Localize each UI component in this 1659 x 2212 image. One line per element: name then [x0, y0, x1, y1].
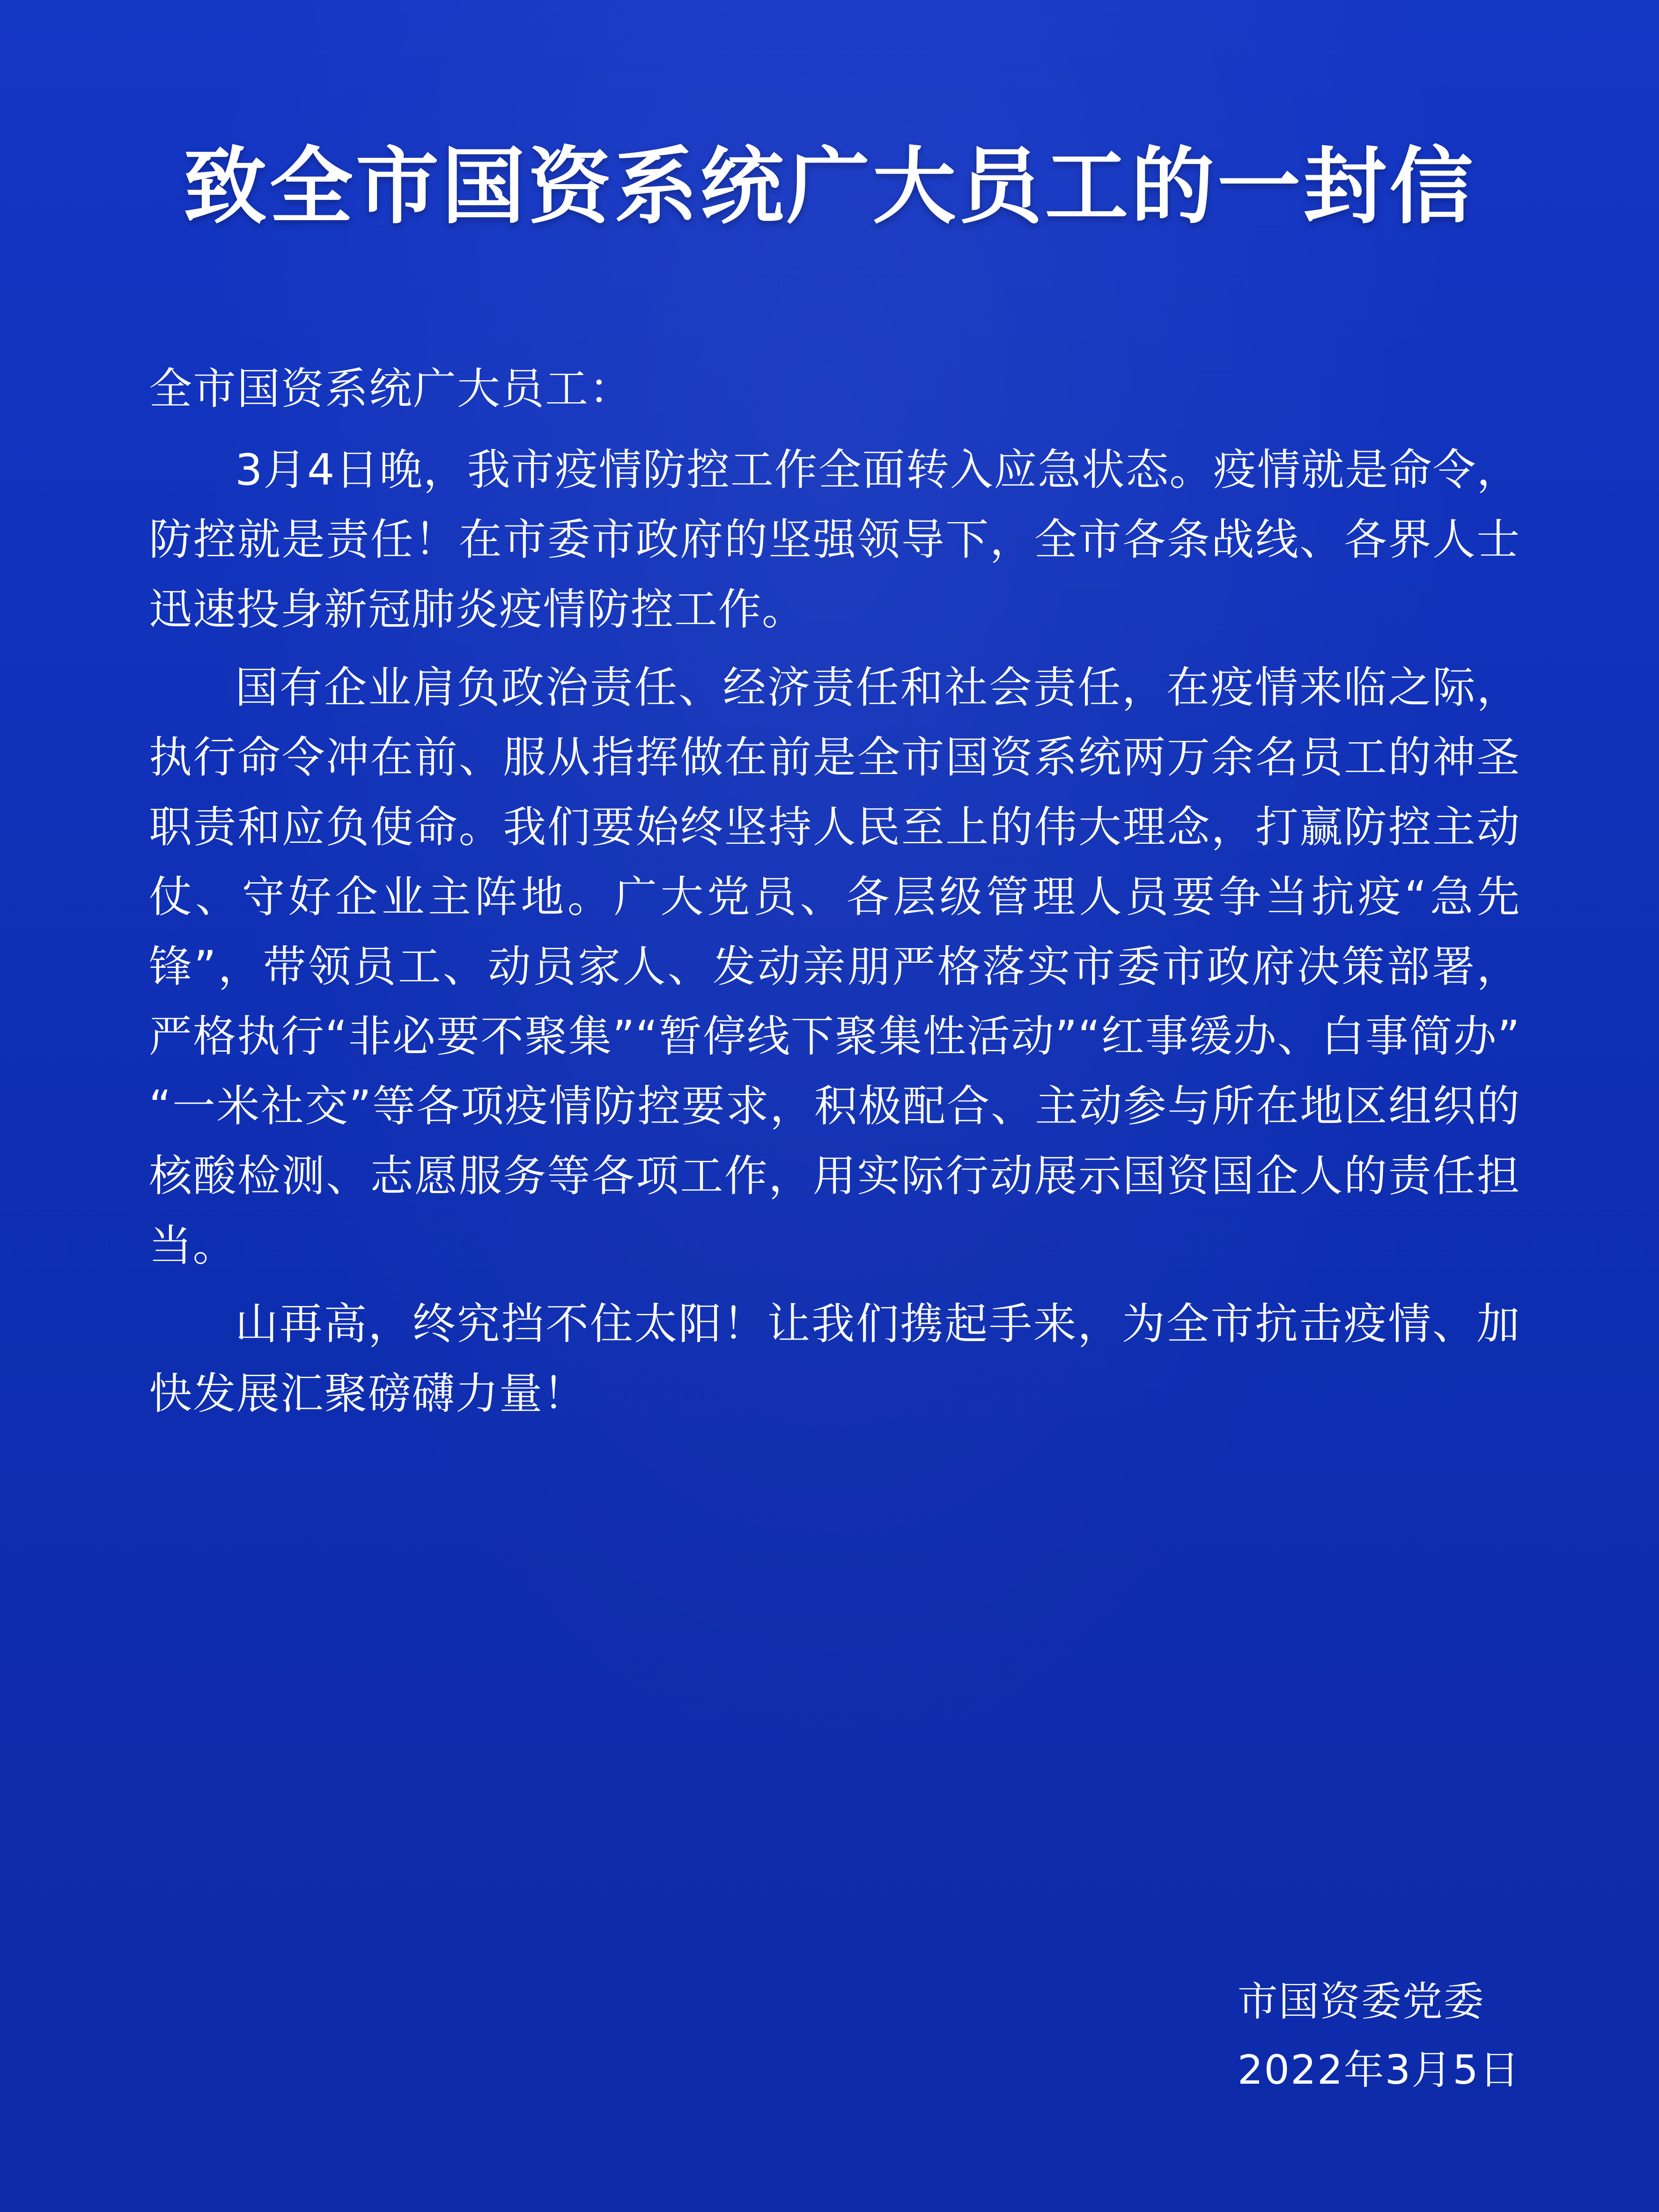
- page-title: 致全市国资系统广大员工的一封信: [183, 137, 1476, 235]
- signature-organization: 市国资委党委: [1237, 1978, 1485, 2025]
- paragraph-3: 山再高，终究挡不住太阳！让我们携起手来，为全市抗击疫情、加快发展汇聚磅礴力量！: [149, 1298, 1520, 1419]
- signature-block: [1238, 1968, 1520, 2104]
- letter-body: [149, 356, 1520, 1437]
- paragraph-2: 国有企业肩负政治责任、经济责任和社会责任，在疫情来临之际，执行命令冲在前、服从指挥做在前是全市国资系统两万余名员工的神圣职责和应负使命。我们要始终坚持人民至上的伟大理念，打赢防控主动仗、守好企业主阵地。广大党员、各层级管理人员要争当抗疫“急先锋”，带领员工、动员家人、发动亲朋严格落实市委市政府决策部署，严格执行“非必要不聚集”“暂停线下聚集性活动”“红事缓办、白事简办”“一米社交”等各项疫情防控要求，积极配合、主动参与所在地区组织的核酸检测、志愿服务等各项工作，用实际行动展示国资国企人的责任担当。: [149, 662, 1520, 1271]
- signature-date: 2022年3月5日: [1237, 2046, 1520, 2094]
- salutation: 全市国资系统广大员工：: [149, 364, 634, 414]
- paragraph-1: 3月4日晚，我市疫情防控工作全面转入应急状态。疫情就是命令，防控就是责任！在市委市政府的坚强领导下，全市各条战线、各界人士迅速投身新冠肺炎疫情防控工作。: [149, 444, 1520, 634]
